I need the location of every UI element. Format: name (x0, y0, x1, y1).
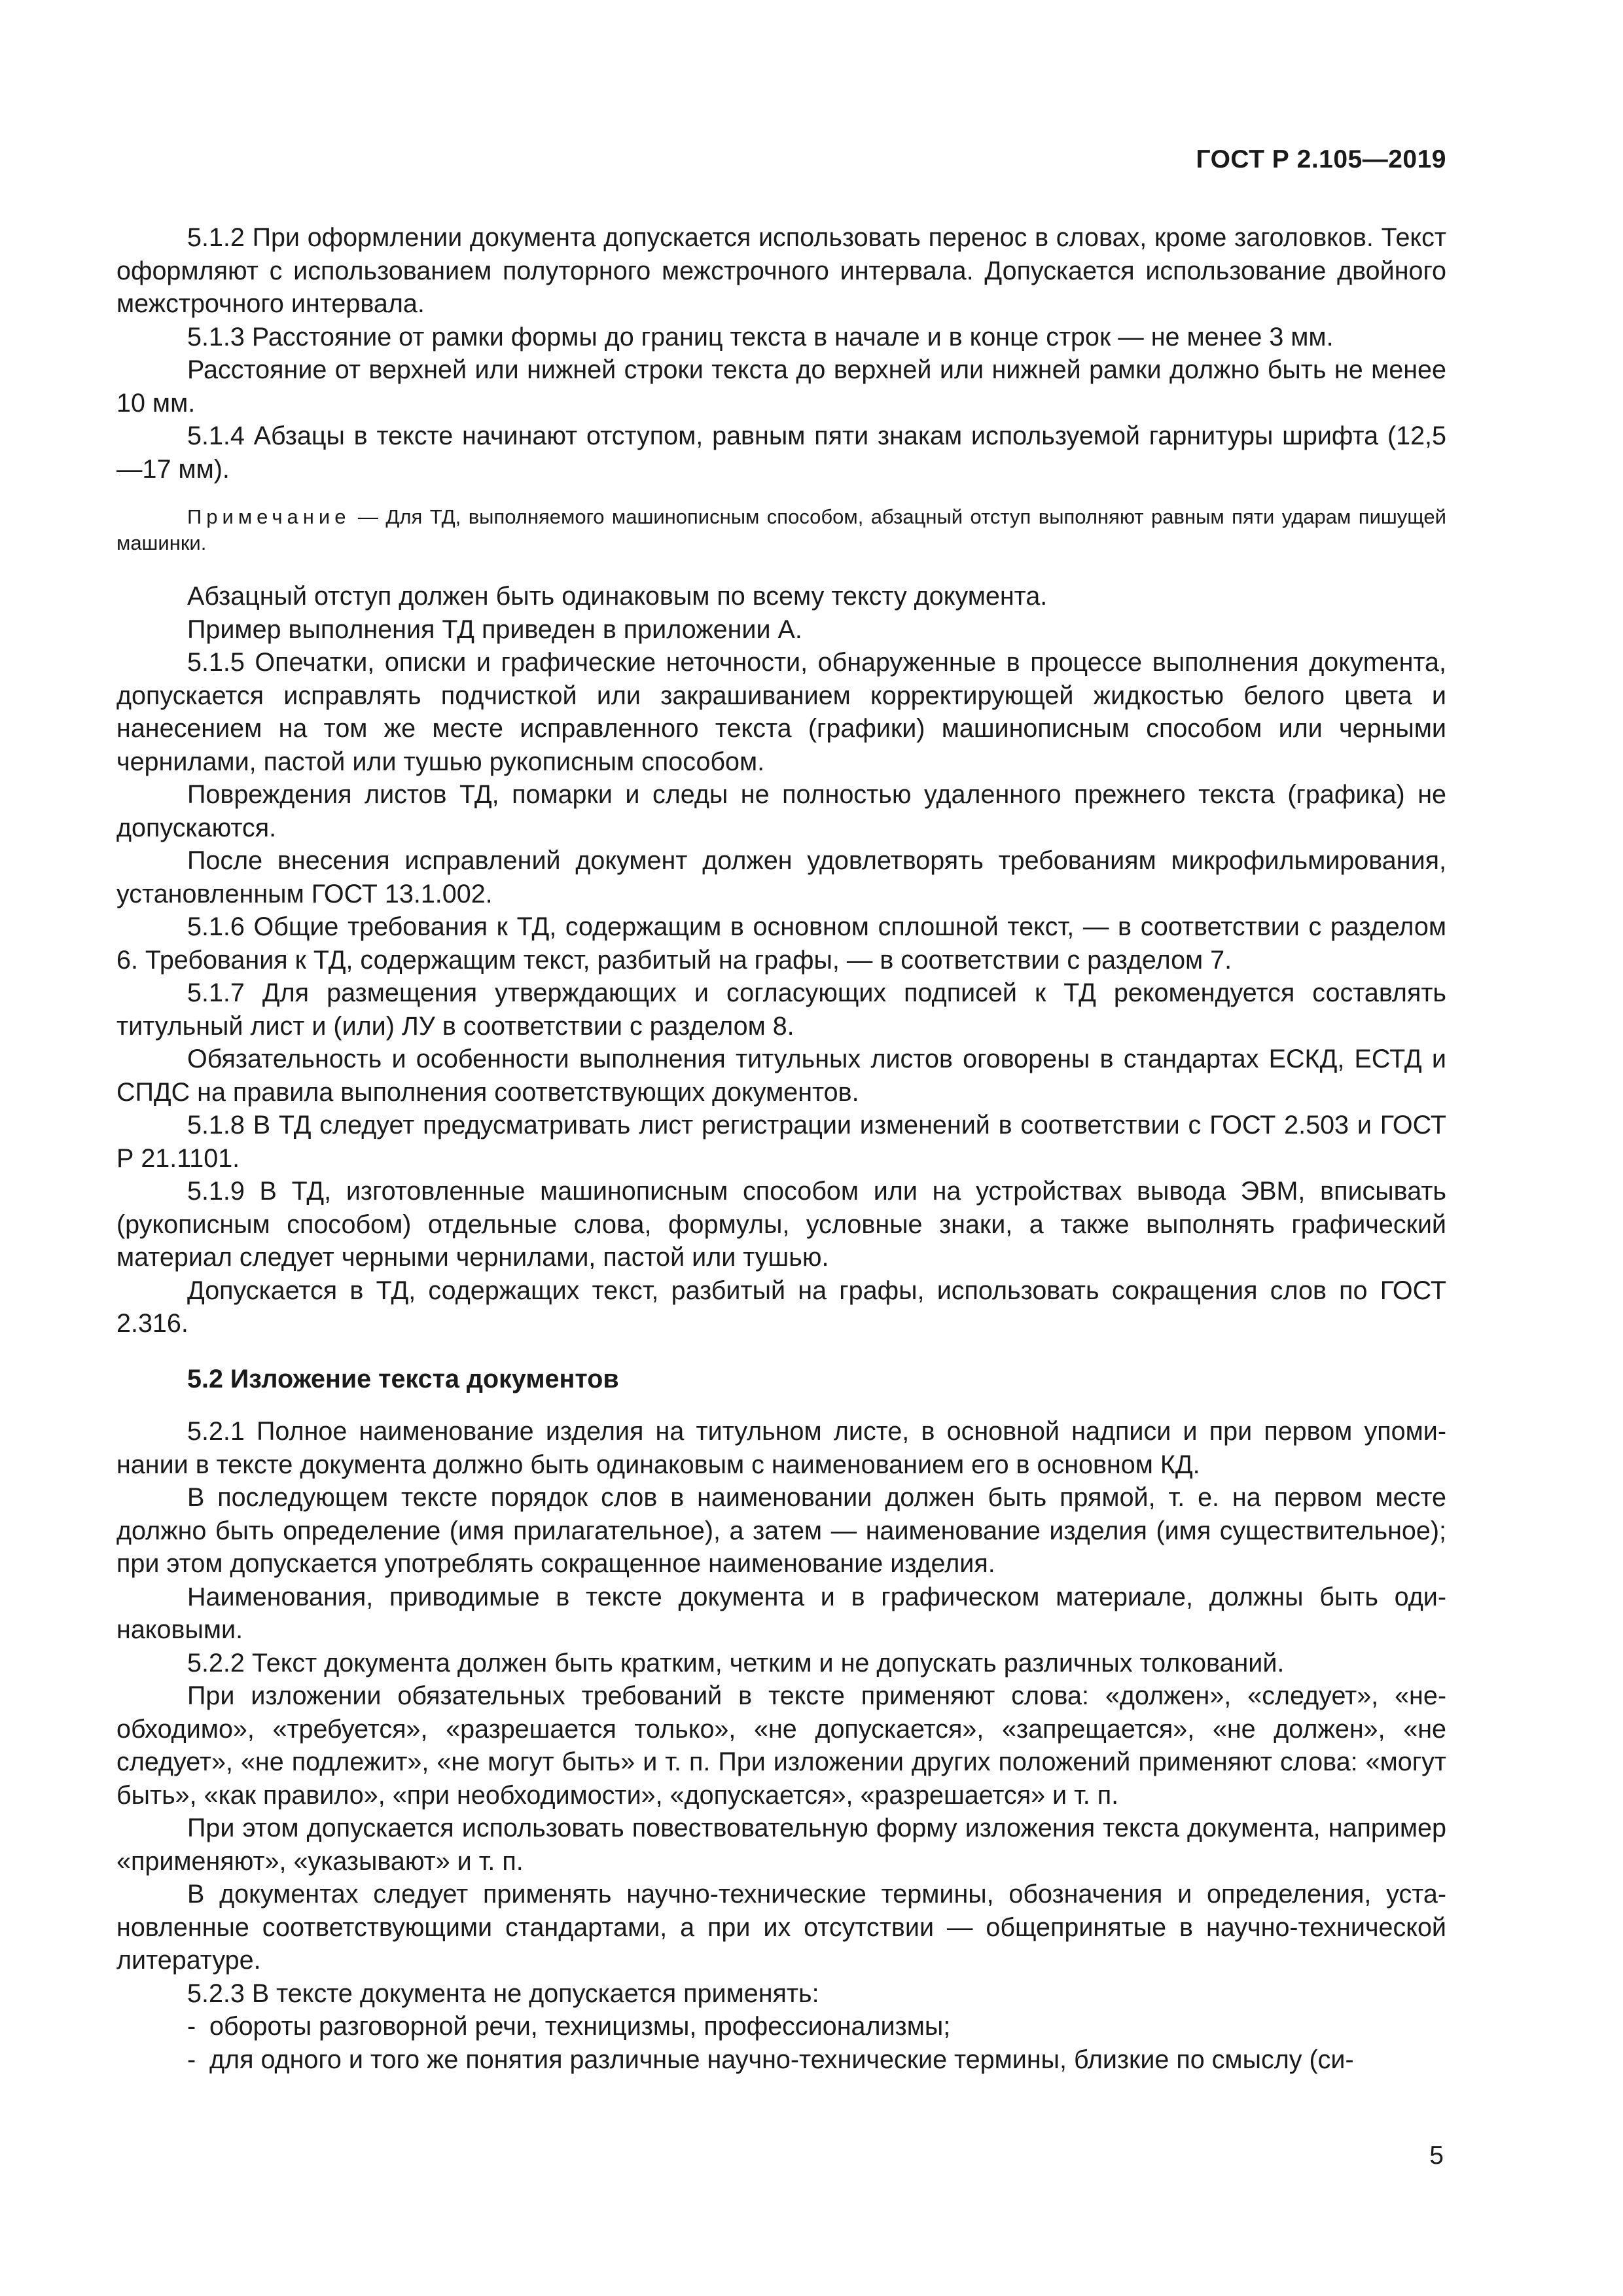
list-item-text: для одного и того же понятия различные научно-технические термины, близкие по смыслу (си- (209, 2045, 1354, 2074)
paragraph-margin-distance: Расстояние от верхней или нижней строки текста до верхней или нижней рамки должно быть не менее 10 мм. (116, 355, 1446, 418)
paragraph-indent-uniform: Абзацный отступ должен быть одинаковым по всему тексту документа. (187, 582, 1048, 611)
paragraph-5-1-4: 5.1.4 Абзацы в тексте начинают отступом, равным пяти знакам используемой гарнитуры шрифта (12,5—17 мм). (116, 422, 1446, 484)
paragraph-5-1-3: 5.1.3 Расстояние от рамки формы до границ текста в начале и в конце строк — не менее 3 мм. (187, 322, 1334, 351)
paragraph-abbreviations: Допускается в ТД, содержащих текст, разбитый на графы, использовать сокращения слов по ГОСТ 2.316. (116, 1276, 1446, 1338)
list-dash: - (187, 2045, 196, 2074)
paragraph-terms: В документах следует применять научно-технические термины, обозначения и определения, установленные соответствующими стандартами, а при их отсутствии — общепринятые в научно-технической литературе. (116, 1880, 1446, 1975)
paragraph-damage: Повреждения листов ТД, помарки и следы не полностью удаленного прежнего текста (графика) не допускаются. (116, 780, 1446, 842)
note (116, 504, 1446, 556)
document-body (116, 221, 1446, 2076)
note-text: — Для ТД, выполняемого машинописным способом, абзацный отступ выполняют равным пяти ударам пишущей машинки. (116, 505, 1446, 554)
paragraph-microfilming: После внесения исправлений документ должен удовлетворять требованиям микрофильмирования, установленным ГОСТ 13.1.002. (116, 846, 1446, 908)
paragraph-5-2-1: 5.2.1 Полное наименование изделия на титульном листе, в основной надписи и при первом упоминании в тексте документа должно быть одинаковым с наименованием его в основном КД. (116, 1417, 1446, 1479)
list-item-text: обороты разговорной речи, техницизмы, профессионализмы; (209, 2012, 951, 2041)
list-item (116, 2010, 1446, 2043)
paragraph-names-identical: Наименования, приводимые в тексте документа и в графическом материале, должны быть одинаковыми. (116, 1582, 1446, 1644)
paragraph-5-1-5: 5.1.5 Опечатки, описки и графические неточности, обнаруженные в процессе выполнения докуmента, допускается исправлять подчисткой или закрашиванием корректирующей жидкостью белого цвета и нанесением на том же месте исправленного текста (графики) машинописным способом или черными чернилами, пастой или тушью рукописным способом. (116, 648, 1446, 776)
paragraph-5-1-2: 5.1.2 При оформлении документа допускается использовать перенос в словах, кроме заголовков. Текст оформляют с использованием полуторного межстрочного интервала. Допускается использование двойного межстрочного интервала. (116, 223, 1446, 318)
paragraph-5-1-7: 5.1.7 Для размещения утверждающих и согласующих подписей к ТД рекомендуется составлять титульный лист и (или) ЛУ в соответствии с разделом 8. (116, 978, 1446, 1041)
paragraph-title-sheets: Обязательность и особенности выполнения титульных листов оговорены в стандартах ЕСКД, ЕСТД и СПДС на правила выполнения соответствующих документов. (116, 1045, 1446, 1107)
paragraph-word-order: В последующем тексте порядок слов в наименовании должен быть прямой, т. е. на первом месте должно быть определение (имя прилагательное), а затем — наименование изделия (имя существительное); при этом допускается употреблять сокращенное наименование изделия. (116, 1483, 1446, 1578)
paragraph-5-2-2: 5.2.2 Текст документа должен быть кратким, четким и не допускать различных толкований. (187, 1648, 1285, 1677)
paragraph-5-1-9: 5.1.9 В ТД, изготовленные машинописным способом или на устройствах вывода ЭВМ, вписывать (рукописным способом) отдельные слова, формулы, условные знаки, а также выполнять графический материал следует черными чернилами, пастой или тушью. (116, 1177, 1446, 1272)
paragraph-5-1-8: 5.1.8 В ТД следует предусматривать лист регистрации изменений в соответствии с ГОСТ 2.503 и ГОСТ Р 21.1101. (116, 1111, 1446, 1173)
paragraph-example-appendix: Пример выполнения ТД приведен в приложении А. (187, 615, 802, 644)
paragraph-narrative-form: При этом допускается использовать повествовательную форму изложения текста документа, например «применяют», «указывают» и т. п. (116, 1814, 1446, 1876)
note-label: Примечание (187, 505, 351, 528)
page-number: 5 (1429, 2142, 1444, 2170)
list-dash: - (187, 2012, 196, 2041)
paragraph-mandatory-words: При изложении обязательных требований в тексте применяют слова: «должен», «следует», «необходимо», «требуется», «разрешается только», «не допускается», «запрещается», «не должен», «не следует», «не подлежит», «не могут быть» и т. п. При изложении других положений применяют слова: «могут быть», «как правило», «при необходимости», «допускается», «разрешается» и т. п. (116, 1681, 1446, 1810)
paragraph-5-2-3: 5.2.3 В тексте документа не допускается применять: (187, 1979, 819, 2008)
paragraph-5-1-6: 5.1.6 Общие требования к ТД, содержащим в основном сплошной текст, — в соответствии с разделом 6. Требования к ТД, содержащим текст, разбитый на графы, — в соответствии с разделом 7. (116, 912, 1446, 975)
list-item (116, 2043, 1446, 2077)
document-code: ГОСТ Р 2.105—2019 (1196, 145, 1446, 173)
section-title-5-2: 5.2 Изложение текста документов (187, 1364, 619, 1393)
